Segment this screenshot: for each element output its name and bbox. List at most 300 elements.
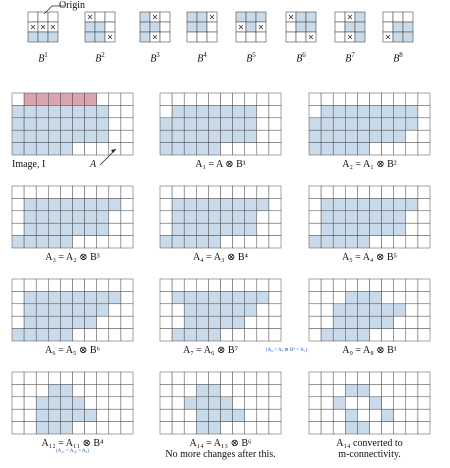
pixel-cell	[406, 304, 418, 316]
pixel-cell	[121, 198, 133, 210]
pixel-cell	[184, 105, 196, 117]
pixel-cell	[370, 316, 382, 328]
pixel-cell	[121, 409, 133, 421]
pixel-cell	[345, 223, 357, 235]
pixel-cell	[109, 384, 121, 396]
se-cell	[393, 12, 403, 22]
structuring-element-b7	[335, 12, 365, 42]
pixel-cell	[257, 397, 269, 409]
panel-label-5: A₄ = A₃ ⊗ B⁴	[192, 252, 249, 263]
pixel-cell	[172, 236, 184, 248]
pixel-cell	[333, 409, 345, 421]
structuring-element-b2	[85, 12, 115, 42]
dont-care-x-icon: ×	[384, 32, 392, 42]
pixel-cell	[184, 291, 196, 303]
pixel-cell	[418, 316, 430, 328]
pixel-cell	[257, 93, 269, 105]
pixel-cell	[257, 211, 269, 223]
pixel-cell	[221, 105, 233, 117]
pixel-cell	[418, 372, 430, 384]
se-cell	[393, 22, 403, 32]
pixel-cell	[309, 409, 321, 421]
se-cell	[256, 12, 266, 22]
pixel-cell	[12, 304, 24, 316]
se-label-b8: $B^8$	[393, 51, 403, 65]
pixel-cell	[257, 409, 269, 421]
pixel-cell	[418, 143, 430, 155]
pixel-cell	[309, 291, 321, 303]
pixel-cell	[406, 409, 418, 421]
se-cell	[306, 12, 316, 22]
pixel-cell	[245, 130, 257, 142]
pixel-cell	[121, 372, 133, 384]
pixel-cell	[97, 384, 109, 396]
pixel-cell	[418, 384, 430, 396]
pixel-cell	[60, 118, 72, 130]
pixel-cell	[196, 236, 208, 248]
pixel-cell	[172, 397, 184, 409]
pixel-cell	[172, 211, 184, 223]
structuring-element-b3	[140, 12, 170, 42]
pixel-cell	[196, 384, 208, 396]
se-label-b4: $B^4$	[197, 51, 207, 65]
pixel-cell	[321, 279, 333, 291]
pixel-cell	[245, 397, 257, 409]
pixel-cell	[73, 329, 85, 341]
pixel-cell	[357, 422, 369, 434]
origin-x-icon: ×	[39, 22, 47, 32]
pixel-cell	[196, 93, 208, 105]
pixel-cell	[382, 198, 394, 210]
pixel-cell	[109, 105, 121, 117]
pixel-cell	[36, 143, 48, 155]
pixel-cell	[394, 372, 406, 384]
pixel-cell	[309, 105, 321, 117]
pixel-cell	[97, 198, 109, 210]
pixel-cell	[345, 372, 357, 384]
dont-care-x-icon: ×	[49, 22, 57, 32]
pixel-cell	[24, 384, 36, 396]
se-cell	[296, 22, 306, 32]
pixel-cell	[73, 422, 85, 434]
se-cell	[345, 22, 355, 32]
pixel-cell	[269, 397, 281, 409]
pixel-cell	[109, 118, 121, 130]
panel-7	[12, 279, 133, 341]
pixel-cell	[221, 223, 233, 235]
pixel-cell	[36, 105, 48, 117]
pixel-cell	[184, 236, 196, 248]
pixel-cell	[36, 372, 48, 384]
pixel-cell	[60, 279, 72, 291]
pixel-cell	[345, 291, 357, 303]
dont-care-x-icon: ×	[346, 12, 354, 22]
pixel-cell	[85, 279, 97, 291]
pixel-cell	[370, 409, 382, 421]
pixel-cell	[406, 93, 418, 105]
pixel-cell	[245, 236, 257, 248]
pixel-cell	[321, 93, 333, 105]
pixel-cell	[394, 143, 406, 155]
pixel-cell	[184, 422, 196, 434]
pixel-cell	[184, 93, 196, 105]
pixel-cell	[208, 118, 220, 130]
pixel-cell	[85, 130, 97, 142]
pixel-cell	[406, 198, 418, 210]
pixel-cell	[233, 105, 245, 117]
pixel-cell	[406, 279, 418, 291]
pixel-cell	[321, 384, 333, 396]
structuring-element-b5	[236, 12, 266, 42]
pixel-cell	[172, 223, 184, 235]
pixel-cell	[357, 409, 369, 421]
dont-care-x-icon: ×	[307, 32, 315, 42]
pixel-cell	[73, 316, 85, 328]
pixel-cell	[109, 223, 121, 235]
pixel-cell	[121, 329, 133, 341]
pixel-cell	[233, 236, 245, 248]
pixel-cell	[321, 397, 333, 409]
pixel-cell	[345, 93, 357, 105]
pixel-cell	[394, 223, 406, 235]
se-cell	[403, 12, 413, 22]
pixel-cell	[97, 186, 109, 198]
pixel-cell	[73, 304, 85, 316]
pixel-cell	[370, 422, 382, 434]
panel-12	[309, 372, 430, 434]
dont-care-x-icon: ×	[257, 22, 265, 32]
se-cell	[95, 32, 105, 42]
pixel-cell	[196, 329, 208, 341]
pixel-cell	[245, 316, 257, 328]
pixel-cell	[357, 143, 369, 155]
pixel-cell	[85, 329, 97, 341]
pixel-cell	[160, 279, 172, 291]
se-label-b6: $B^6$	[296, 51, 306, 65]
pixel-cell	[418, 291, 430, 303]
pixel-cell	[109, 422, 121, 434]
pixel-cell	[370, 118, 382, 130]
pixel-cell	[36, 118, 48, 130]
se-cell	[140, 22, 150, 32]
pixel-cell	[370, 329, 382, 341]
panel-11	[160, 372, 281, 434]
pixel-cell	[121, 279, 133, 291]
se-cell	[236, 12, 246, 22]
pixel-cell	[109, 329, 121, 341]
pixel-cell	[257, 316, 269, 328]
pixel-cell	[257, 279, 269, 291]
pixel-cell	[382, 372, 394, 384]
pixel-cell	[333, 198, 345, 210]
pixel-cell	[309, 422, 321, 434]
pixel-cell	[233, 186, 245, 198]
se-cell	[207, 32, 217, 42]
pixel-cell	[160, 316, 172, 328]
pixel-cell	[24, 93, 36, 105]
pixel-cell	[257, 143, 269, 155]
pixel-cell	[321, 198, 333, 210]
pixel-cell	[269, 329, 281, 341]
dont-care-x-icon: ×	[151, 12, 159, 22]
pixel-cell	[233, 130, 245, 142]
pixel-cell	[309, 236, 321, 248]
pixel-cell	[73, 291, 85, 303]
panel-label-2: A₁ = A ⊗ B¹	[195, 159, 246, 170]
pixel-cell	[221, 186, 233, 198]
panel-label-11: A₁₄ = A₁₃ ⊗ B⁶	[189, 438, 252, 449]
pixel-cell	[60, 409, 72, 421]
pixel-cell	[406, 186, 418, 198]
pixel-cell	[245, 93, 257, 105]
panel-sublabel-11: No more changes after this.	[165, 449, 276, 460]
panel-3	[309, 93, 430, 155]
pixel-cell	[309, 304, 321, 316]
pixel-cell	[345, 198, 357, 210]
pixel-cell	[257, 422, 269, 434]
pixel-cell	[36, 409, 48, 421]
pixel-cell	[85, 118, 97, 130]
pixel-cell	[48, 422, 60, 434]
panel-note-10: (A₁₁ = A₁₀ = A₉)	[56, 449, 89, 454]
pixel-cell	[160, 409, 172, 421]
pixel-cell	[333, 93, 345, 105]
pixel-cell	[184, 316, 196, 328]
pixel-cell	[24, 236, 36, 248]
pixel-cell	[321, 372, 333, 384]
pixel-cell	[370, 223, 382, 235]
pixel-cell	[97, 316, 109, 328]
pixel-cell	[321, 409, 333, 421]
pixel-cell	[233, 198, 245, 210]
pixel-cell	[85, 211, 97, 223]
pixel-cell	[333, 186, 345, 198]
pixel-cell	[418, 211, 430, 223]
pixel-cell	[109, 93, 121, 105]
pixel-cell	[60, 186, 72, 198]
pixel-cell	[394, 186, 406, 198]
pixel-cell	[321, 105, 333, 117]
se-cell	[48, 12, 58, 22]
pixel-cell	[36, 279, 48, 291]
pixel-cell	[333, 118, 345, 130]
pixel-cell	[12, 118, 24, 130]
pixel-cell	[60, 291, 72, 303]
pixel-cell	[370, 384, 382, 396]
pixel-cell	[109, 279, 121, 291]
pixel-cell	[221, 118, 233, 130]
pixel-cell	[382, 223, 394, 235]
pixel-cell	[36, 384, 48, 396]
pixel-cell	[184, 198, 196, 210]
pixel-cell	[269, 118, 281, 130]
se-cell	[383, 12, 393, 22]
pixel-cell	[85, 186, 97, 198]
pixel-cell	[357, 186, 369, 198]
pixel-cell	[333, 291, 345, 303]
se-cell	[197, 12, 207, 22]
pixel-cell	[196, 316, 208, 328]
pixel-cell	[406, 291, 418, 303]
pixel-cell	[172, 304, 184, 316]
pixel-cell	[97, 130, 109, 142]
pixel-cell	[73, 118, 85, 130]
pixel-cell	[233, 291, 245, 303]
se-cell	[197, 22, 207, 32]
pixel-cell	[345, 422, 357, 434]
pixel-cell	[394, 397, 406, 409]
pixel-cell	[406, 372, 418, 384]
pixel-cell	[48, 236, 60, 248]
pixel-cell	[333, 316, 345, 328]
pixel-cell	[109, 397, 121, 409]
panel-4	[12, 186, 133, 248]
pixel-cell	[160, 397, 172, 409]
pixel-cell	[73, 211, 85, 223]
pixel-cell	[36, 291, 48, 303]
pixel-cell	[345, 304, 357, 316]
pixel-cell	[208, 211, 220, 223]
pixel-cell	[382, 130, 394, 142]
pixel-cell	[257, 304, 269, 316]
pixel-cell	[160, 211, 172, 223]
pixel-cell	[221, 291, 233, 303]
pixel-cell	[97, 279, 109, 291]
se-cell	[95, 22, 105, 32]
pixel-cell	[196, 422, 208, 434]
pixel-cell	[36, 329, 48, 341]
pixel-cell	[221, 236, 233, 248]
pixel-cell	[394, 409, 406, 421]
pixel-cell	[172, 143, 184, 155]
dont-care-x-icon: ×	[208, 12, 216, 22]
pixel-cell	[333, 130, 345, 142]
pixel-cell	[382, 236, 394, 248]
se-cell	[335, 22, 345, 32]
pixel-cell	[196, 372, 208, 384]
pixel-cell	[418, 223, 430, 235]
pixel-cell	[85, 316, 97, 328]
pixel-cell	[121, 304, 133, 316]
pixel-cell	[382, 143, 394, 155]
se-cell	[296, 32, 306, 42]
pixel-cell	[208, 291, 220, 303]
pixel-cell	[73, 130, 85, 142]
pixel-cell	[309, 143, 321, 155]
pixel-cell	[24, 372, 36, 384]
pixel-cell	[394, 93, 406, 105]
pixel-cell	[269, 198, 281, 210]
pixel-cell	[257, 105, 269, 117]
pixel-cell	[60, 372, 72, 384]
pixel-cell	[160, 372, 172, 384]
image-label: Image, I	[12, 159, 46, 170]
pixel-cell	[333, 105, 345, 117]
pixel-cell	[370, 291, 382, 303]
pixel-cell	[160, 93, 172, 105]
pixel-cell	[196, 397, 208, 409]
pixel-cell	[121, 186, 133, 198]
pixel-cell	[160, 105, 172, 117]
pixel-cell	[85, 384, 97, 396]
pixel-cell	[321, 211, 333, 223]
pixel-cell	[109, 236, 121, 248]
pixel-cell	[345, 316, 357, 328]
pixel-cell	[245, 198, 257, 210]
pixel-cell	[208, 143, 220, 155]
pixel-cell	[357, 236, 369, 248]
pixel-cell	[345, 105, 357, 117]
se-cell	[105, 12, 115, 22]
structuring-element-b8	[383, 12, 413, 42]
panel-2	[160, 93, 281, 155]
pixel-cell	[121, 118, 133, 130]
pixel-cell	[418, 198, 430, 210]
pixel-cell	[73, 397, 85, 409]
pixel-cell	[73, 186, 85, 198]
pixel-cell	[245, 105, 257, 117]
pixel-cell	[394, 236, 406, 248]
pixel-cell	[321, 304, 333, 316]
pixel-cell	[345, 384, 357, 396]
pixel-cell	[418, 329, 430, 341]
panel-label-10: A₁₂ = A₁₁ ⊗ B⁴	[41, 438, 104, 449]
pixel-cell	[160, 329, 172, 341]
pixel-cell	[406, 384, 418, 396]
pixel-cell	[208, 186, 220, 198]
pixel-cell	[245, 372, 257, 384]
pixel-cell	[357, 211, 369, 223]
pixel-cell	[24, 409, 36, 421]
pixel-cell	[97, 93, 109, 105]
pixel-cell	[333, 329, 345, 341]
pixel-cell	[160, 304, 172, 316]
pixel-cell	[257, 130, 269, 142]
pixel-cell	[24, 198, 36, 210]
pixel-cell	[221, 409, 233, 421]
pixel-cell	[257, 372, 269, 384]
pixel-cell	[221, 304, 233, 316]
pixel-cell	[418, 130, 430, 142]
pixel-cell	[97, 329, 109, 341]
pixel-cell	[97, 211, 109, 223]
pixel-cell	[382, 186, 394, 198]
pixel-cell	[269, 130, 281, 142]
pixel-cell	[208, 93, 220, 105]
pixel-cell	[309, 93, 321, 105]
pixel-cell	[97, 143, 109, 155]
pixel-cell	[345, 279, 357, 291]
pixel-cell	[357, 198, 369, 210]
pixel-cell	[172, 422, 184, 434]
pixel-cell	[221, 372, 233, 384]
pixel-cell	[370, 372, 382, 384]
panel-10	[12, 372, 133, 434]
pixel-cell	[233, 143, 245, 155]
pixel-cell	[12, 93, 24, 105]
pixel-cell	[121, 130, 133, 142]
pixel-cell	[48, 105, 60, 117]
pixel-cell	[370, 397, 382, 409]
pixel-cell	[73, 105, 85, 117]
pixel-cell	[233, 384, 245, 396]
pixel-cell	[36, 316, 48, 328]
pixel-cell	[208, 236, 220, 248]
pixel-cell	[418, 279, 430, 291]
pixel-cell	[333, 223, 345, 235]
pixel-cell	[12, 186, 24, 198]
pixel-cell	[269, 93, 281, 105]
